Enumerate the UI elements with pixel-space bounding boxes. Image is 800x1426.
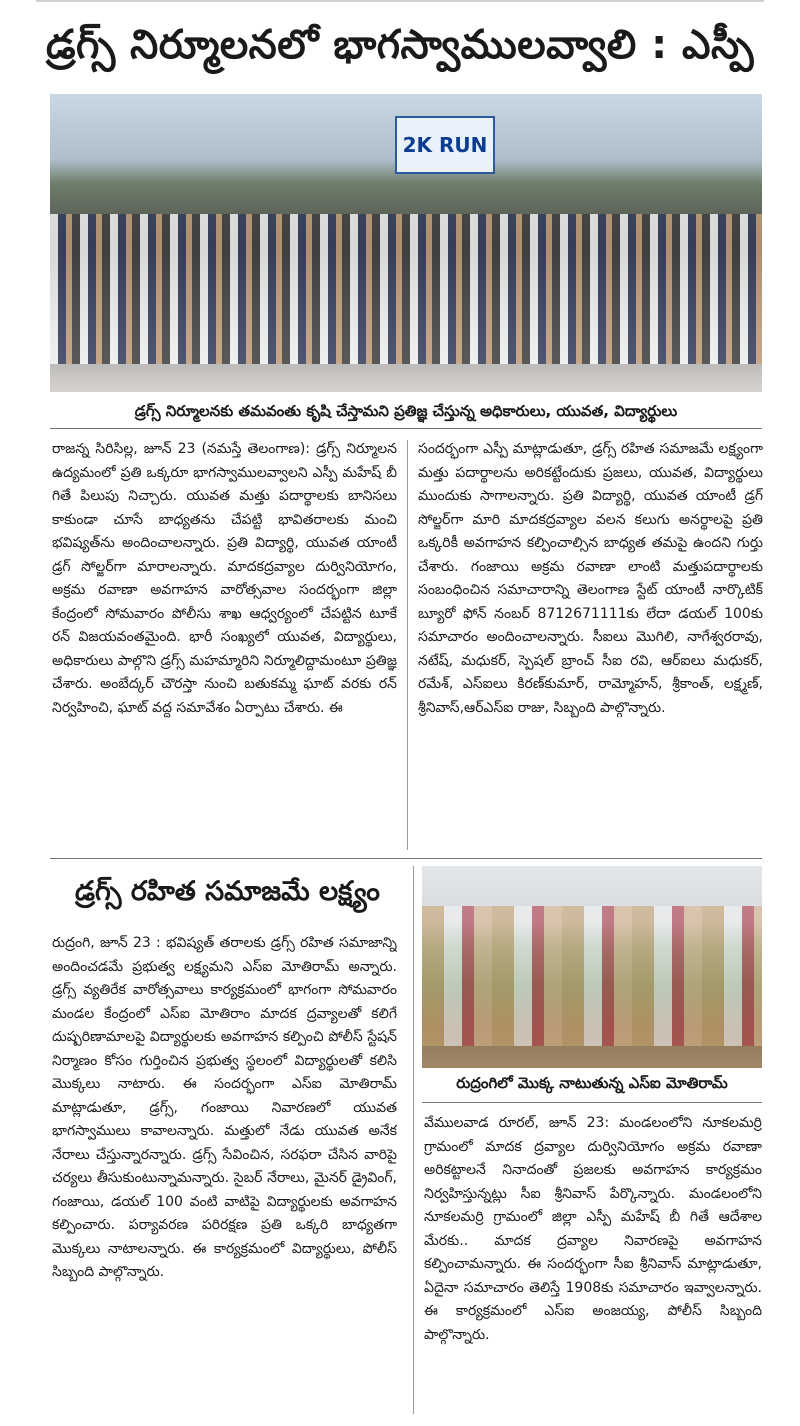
story3-column	[424, 1112, 762, 1412]
people-area	[422, 906, 762, 1046]
run-banner: 2K RUN	[395, 116, 495, 174]
story1-column2	[418, 438, 763, 856]
main-headline: డ్రగ్స్ నిర్మూలనలో భాగస్వాములవ్వాలి : ఎస్పీ	[45, 22, 755, 68]
planting-photo	[422, 866, 762, 1068]
top-divider	[36, 0, 764, 2]
planting-photo-caption: రుద్రంగిలో మొక్క నాటుతున్న ఎస్ఐ మోతిరామ్	[456, 1074, 728, 1092]
story2-subheadline: డ్రగ్స్ రహిత సమాజమే లక్ష్యం	[75, 876, 380, 907]
caption-divider-lower	[422, 1102, 762, 1103]
crowd-area	[50, 214, 762, 364]
caption-divider	[50, 428, 762, 429]
story2-text: రుద్రంగి, జూన్ 23 : భవిష్యత్ తరాలకు డ్రగ్స్ రహిత సమాజాన్ని అందించడమే ప్రభుత్వ లక్ష్యమని ఎస్ఐ మోతిరామ్ అన్నారు. డ్రగ్స్ వ్యతిరేక వారోత్సవాలు కార్యక్రమంలో భాగంగా సోమవారం మండల కేంద్రంలో ఎస్ఐ మోతిరాం మాదక ద్రవ్యాలతో కలిగే దుష్పరిణామాలపై విద్యార్థులకు అవగాహన కల్పించి పోలీస్ స్టేషన్ నిర్మాణం కోసం గుర్తించిన ప్రభుత్వ స్థలంలో విద్యార్థులతో కలిసి మొక్కలు నాటారు. ఈ సందర్భంగా ఎస్ఐ మోతిరామ్ మాట్లాడుతూ, డ్రగ్స్, గంజాయి నివారణలో యువత భాగస్వాములు కావాలన్నారు. మత్తులో నేడు యువత అనేక నేరాలు చేస్తున్నారన్నారు. డ్రగ్స్ సేవించిన, సరఫరా చేసిన వారిపై చర్యలు తీసుకుంటున్నామన్నారు. సైబర్ నేరాలు, మైనర్ డ్రైవింగ్, గంజాయి, డయల్ 100 వంటి వాటిపై విద్యార్థులకు అవగాహన కల్పించారు. పర్యావరణ పరిరక్షణ ప్రతి ఒక్కరి బాధ్యతగా మొక్కలు నాటాలన్నారు. ఈ కార్యక్రమంలో విద్యార్థులు, పోలీస్ సిబ్బంది పాల్గొన్నారు.	[52, 935, 397, 1280]
story2-column	[52, 932, 397, 1420]
story1-text-part1: రాజన్న సిరిసిల్ల, జూన్ 23 (నమస్తే తెలంగాణ): డ్రగ్స్ నిర్మూలన ఉద్యమంలో ప్రతి ఒక్కరూ భాగస్వాములవ్వాలని ఎస్పీ మహేష్ బీ గితే పిలుపు నిచ్చారు. యువత మత్తు పదార్థాలకు బానిసలు కాకుండా చూసే బాధ్యతను చేపట్టి భావితరాలకు మంచి భవిష్యత్‌ను అందించాలన్నారు. ప్రతి విద్యార్థి, యువత యాంటీ డ్రగ్ సోల్జర్‌గా మారాలన్నారు. మాదకద్రవ్యాల దుర్వినియోగం, అక్రమ రవాణా అవగాహన వారోత్సవాల సందర్భంగా జిల్లా కేంద్రంలో సోమవారం పోలీసు శాఖ ఆధ్వర్యంలో చేపట్టిన టూకే రన్ విజయవంతమైంది. భారీ సంఖ్యలో యువత, విద్యార్థులు, అధికారులు పాల్గొని డ్రగ్స్ మహమ్మారిని నిర్మూలిద్దామంటూ ప్రతిజ్ఞ చేశారు. అంబేద్కర్ చౌరస్తా నుంచి బతుకమ్మ ఘాట్ వరకు రన్ నిర్వహించి, ఘాట్ వద్ద సమావేశం ఏర్పాటు చేశారు. ఈ	[52, 441, 397, 716]
column-divider-lower	[413, 866, 414, 1414]
rally-photo	[50, 94, 762, 392]
story1-column1	[52, 438, 397, 856]
rally-photo-caption: డ్రగ్స్ నిర్మూలనకు తమవంతు కృషి చేస్తామని ప్రతిజ్ఞ చేస్తున్న అధికారులు, యువత, విద్యార్థులు	[134, 402, 678, 420]
section-divider	[50, 858, 762, 859]
column-divider	[407, 440, 408, 850]
story1-text-part2: సందర్భంగా ఎస్పీ మాట్లాడుతూ, డ్రగ్స్ రహిత సమాజమే లక్ష్యంగా మత్తు పదార్థాలను అరికట్టేందుకు ప్రజలు, యువత, విద్యార్థులు ముందుకు సాగాలన్నారు. ప్రతి విద్యార్థి, యువత యాంటీ డ్రగ్ సోల్జర్‌గా మారి మాదకద్రవ్యాల వలన కలుగు అనర్థాలపై ప్రతి ఒక్కరికీ అవగాహన కల్పించాల్సిన బాధ్యత తమపై ఉందని గుర్తు చేశారు. గంజాయి అక్రమ రవాణా లాంటి మత్తుపదార్థాలకు సంబంధించిన సమాచారాన్ని తెలంగాణ స్టేట్ యాంటీ నార్కొటిక్ బ్యూరో ఫోన్ నంబర్ 8712671111కు లేదా డయల్ 100కు సమాచారం అందించాలన్నారు. సీఐలు మొగిలి, నాగేశ్వరరావు, నటేష్, మధుకర్, స్పెషల్ బ్రాంచ్ సీఐ రవి, ఆర్ఐలు మధుకర్, రమేశ్, ఎస్ఐలు కిరణ్‌కుమార్, రామ్మోహన్, శ్రీకాంత్, లక్ష్మణ్, శ్రీనివాస్,ఆర్ఎస్ఐ రాజు, సిబ్బంది పాల్గొన్నారు.	[418, 441, 763, 716]
story3-text: వేములవాడ రూరల్, జూన్ 23: మండలంలోని నూకలమర్రి గ్రామంలో మాదక ద్రవ్యాల దుర్వినియోగం అక్రమ రవాణా అరికట్టాలనే నినాదంతో ప్రజలకు అవగాహన కార్యక్రమం నిర్వహిస్తున్నట్లు సీఐ శ్రీనివాస్ పేర్కొన్నారు. మండలంలోని నూకలమర్రి గ్రామంలో జిల్లా ఎస్పీ మహేష్ బీ గితే ఆదేశాల మేరకు.. మాదక ద్రవ్యాల నివారణపై అవగాహన కల్పించామన్నారు. ఈ సందర్భంగా సీఐ శ్రీనివాస్ మాట్లాడుతూ, ఏదైనా సమాచారం తెలిస్తే 1908కు సమాచారం ఇవ్వాలన్నారు. ఈ కార్యక్రమంలో ఎస్ఐ అంజయ్య, పోలీస్ సిబ్బంది పాల్గొన్నారు.	[424, 1115, 762, 1343]
